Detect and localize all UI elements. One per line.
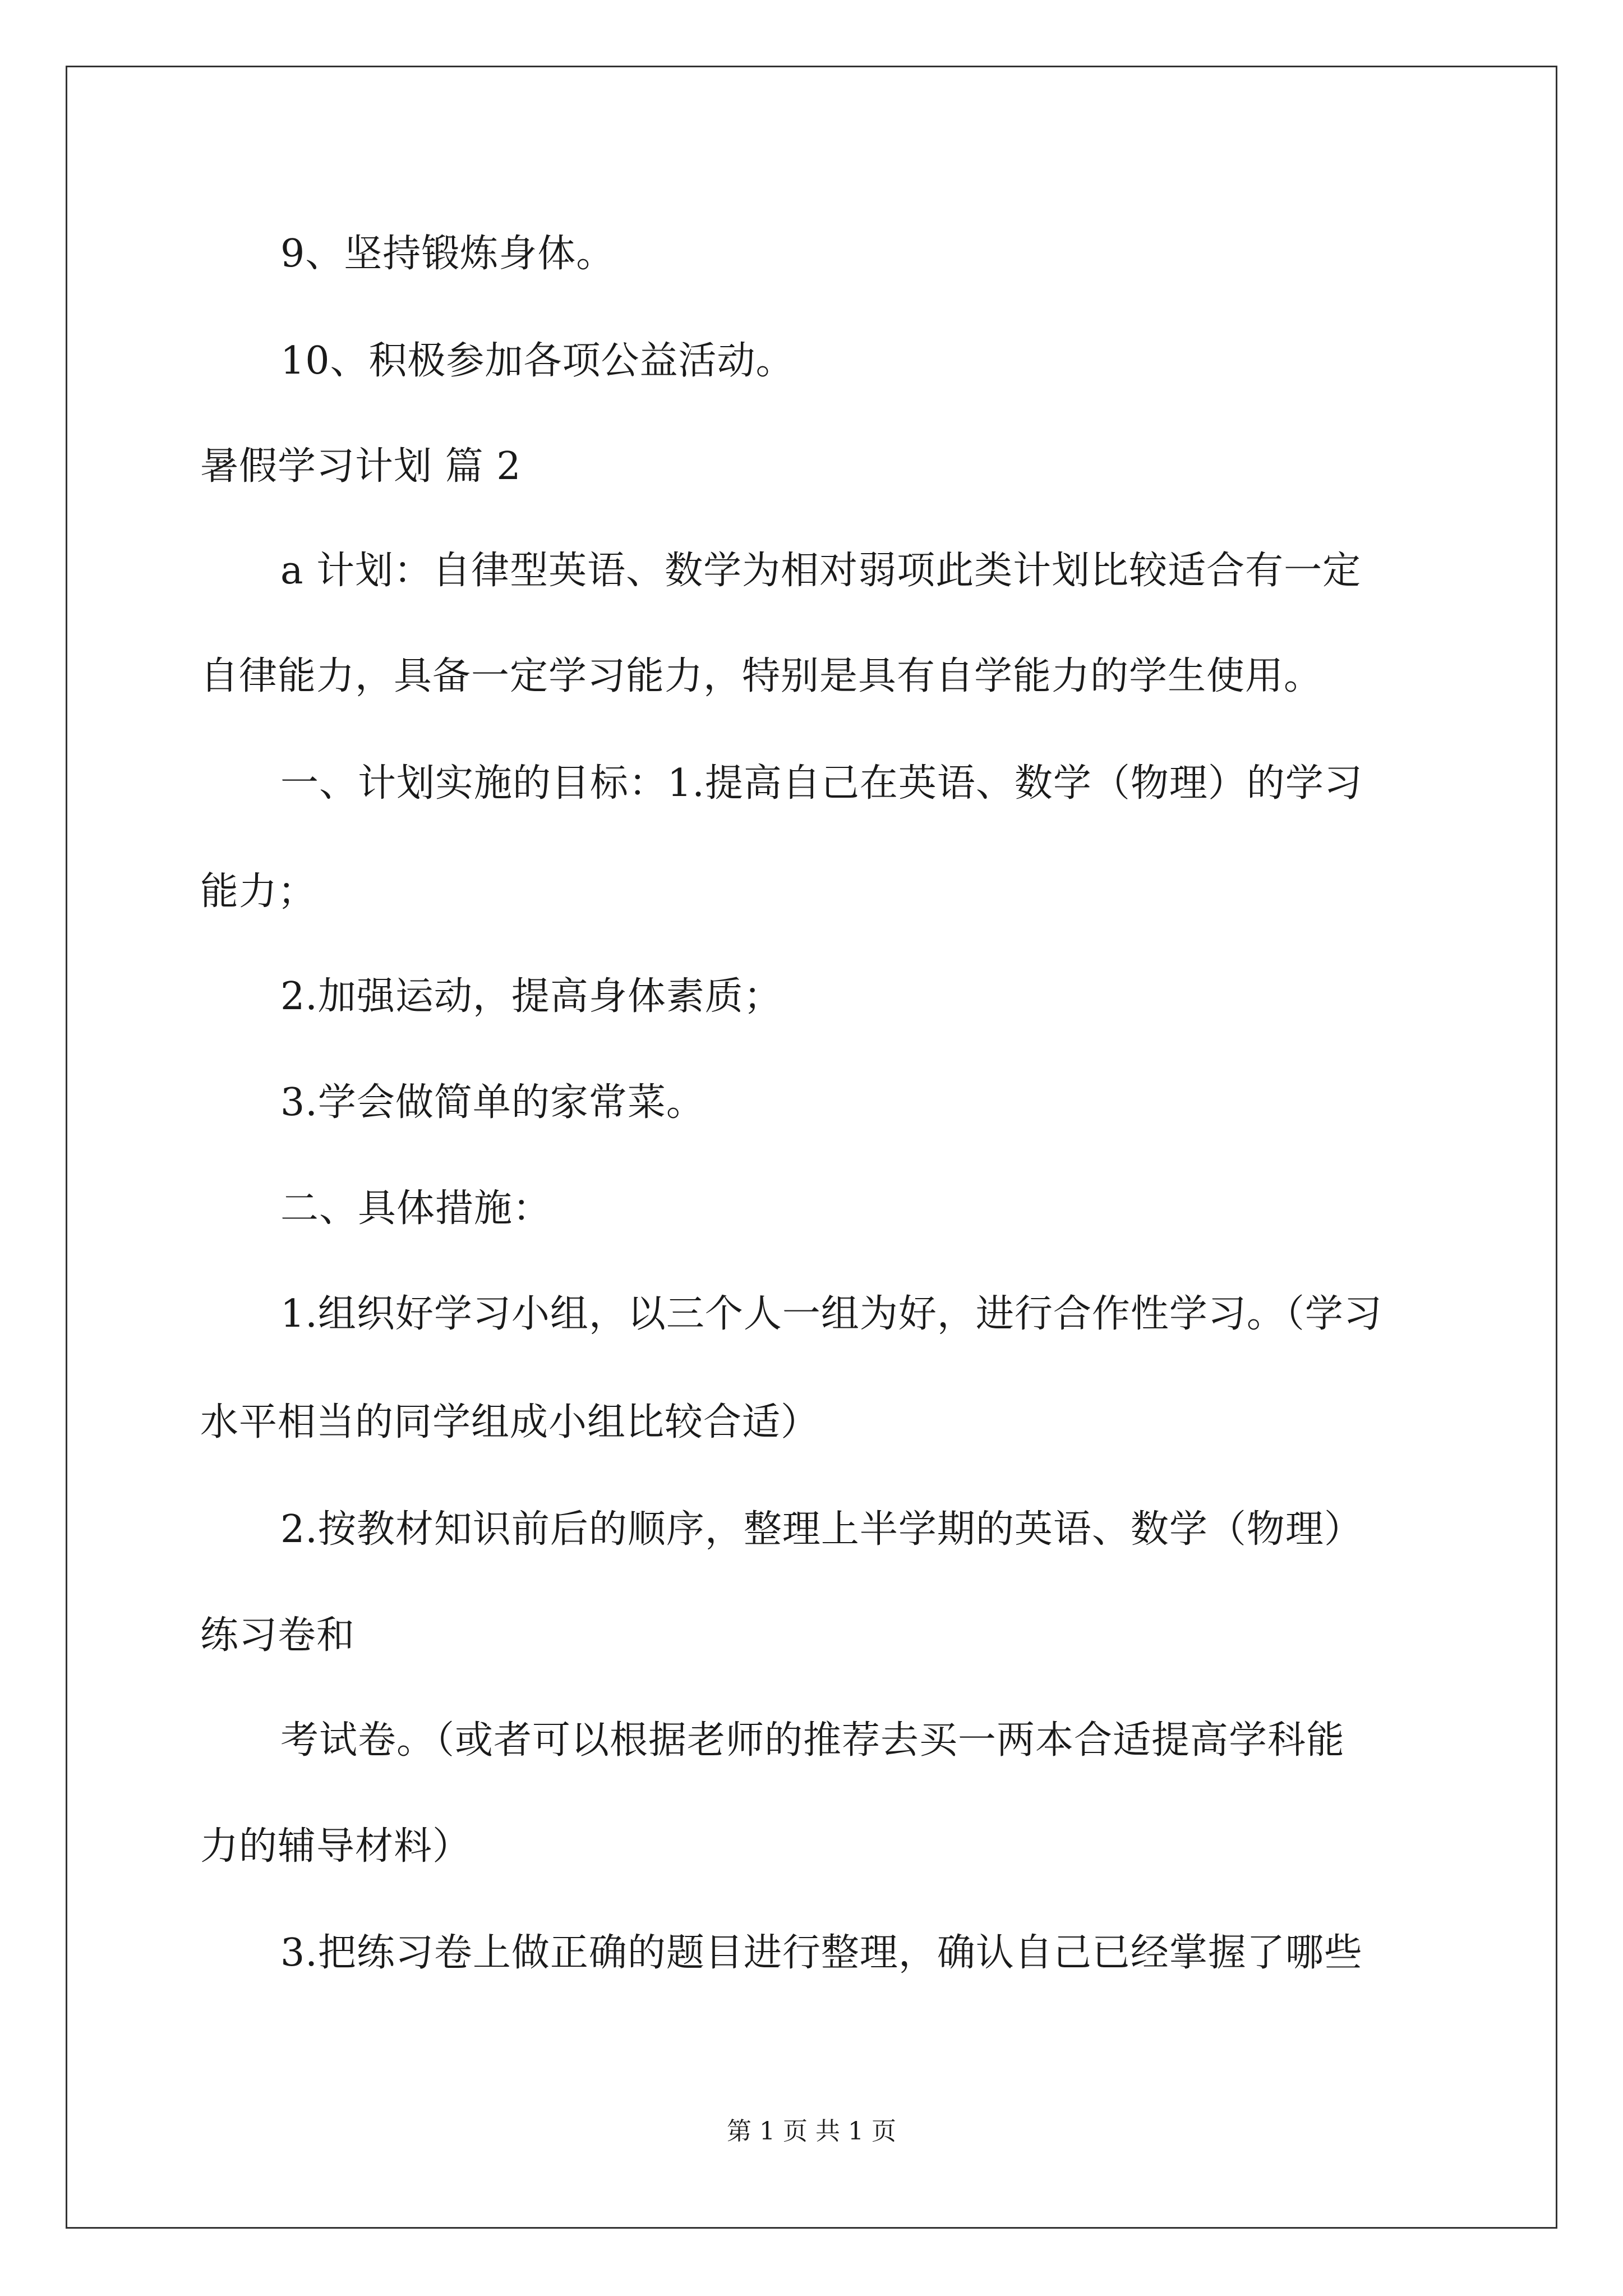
text-line: 3.学会做简单的家常菜。: [280, 1080, 705, 1125]
text-line: 一、计划实施的目标：1.提高自己在英语、数学（物理）的学习: [280, 761, 1363, 806]
text-line: 能力；: [200, 869, 317, 914]
text-line: 考试卷。（或者可以根据老师的推荐去买一两本合适提高学科能: [280, 1718, 1345, 1763]
text-line: 力的辅导材料）: [200, 1824, 472, 1869]
text-line: a 计划：自律型英语、数学为相对弱项此类计划比较适合有一定: [280, 549, 1362, 593]
text-line: 自律能力，具备一定学习能力，特别是具有自学能力的学生使用。: [200, 654, 1323, 698]
text-line: 2.加强运动，提高身体素质；: [280, 974, 782, 1019]
section-heading: 暑假学习计划 篇 2: [200, 444, 522, 489]
text-line: 1.组织好学习小组，以三个人一组为好，进行合作性学习。（学习: [280, 1292, 1382, 1336]
text-line: 水平相当的同学组成小组比较合适）: [200, 1400, 820, 1444]
text-line: 10、积极参加各项公益活动。: [280, 339, 795, 383]
text-line: 练习卷和: [200, 1613, 356, 1658]
text-line: 3.把练习卷上做正确的题目进行整理，确认自己已经掌握了哪些: [280, 1931, 1363, 1975]
page-border: [66, 66, 1557, 2229]
page-footer: 第 1 页 共 1 页: [727, 2117, 896, 2146]
text-line: 二、具体措施：: [280, 1186, 552, 1231]
text-line: 9、坚持锻炼身体。: [280, 232, 615, 276]
text-line: 2.按教材知识前后的顺序，整理上半学期的英语、数学（物理）: [280, 1507, 1363, 1552]
